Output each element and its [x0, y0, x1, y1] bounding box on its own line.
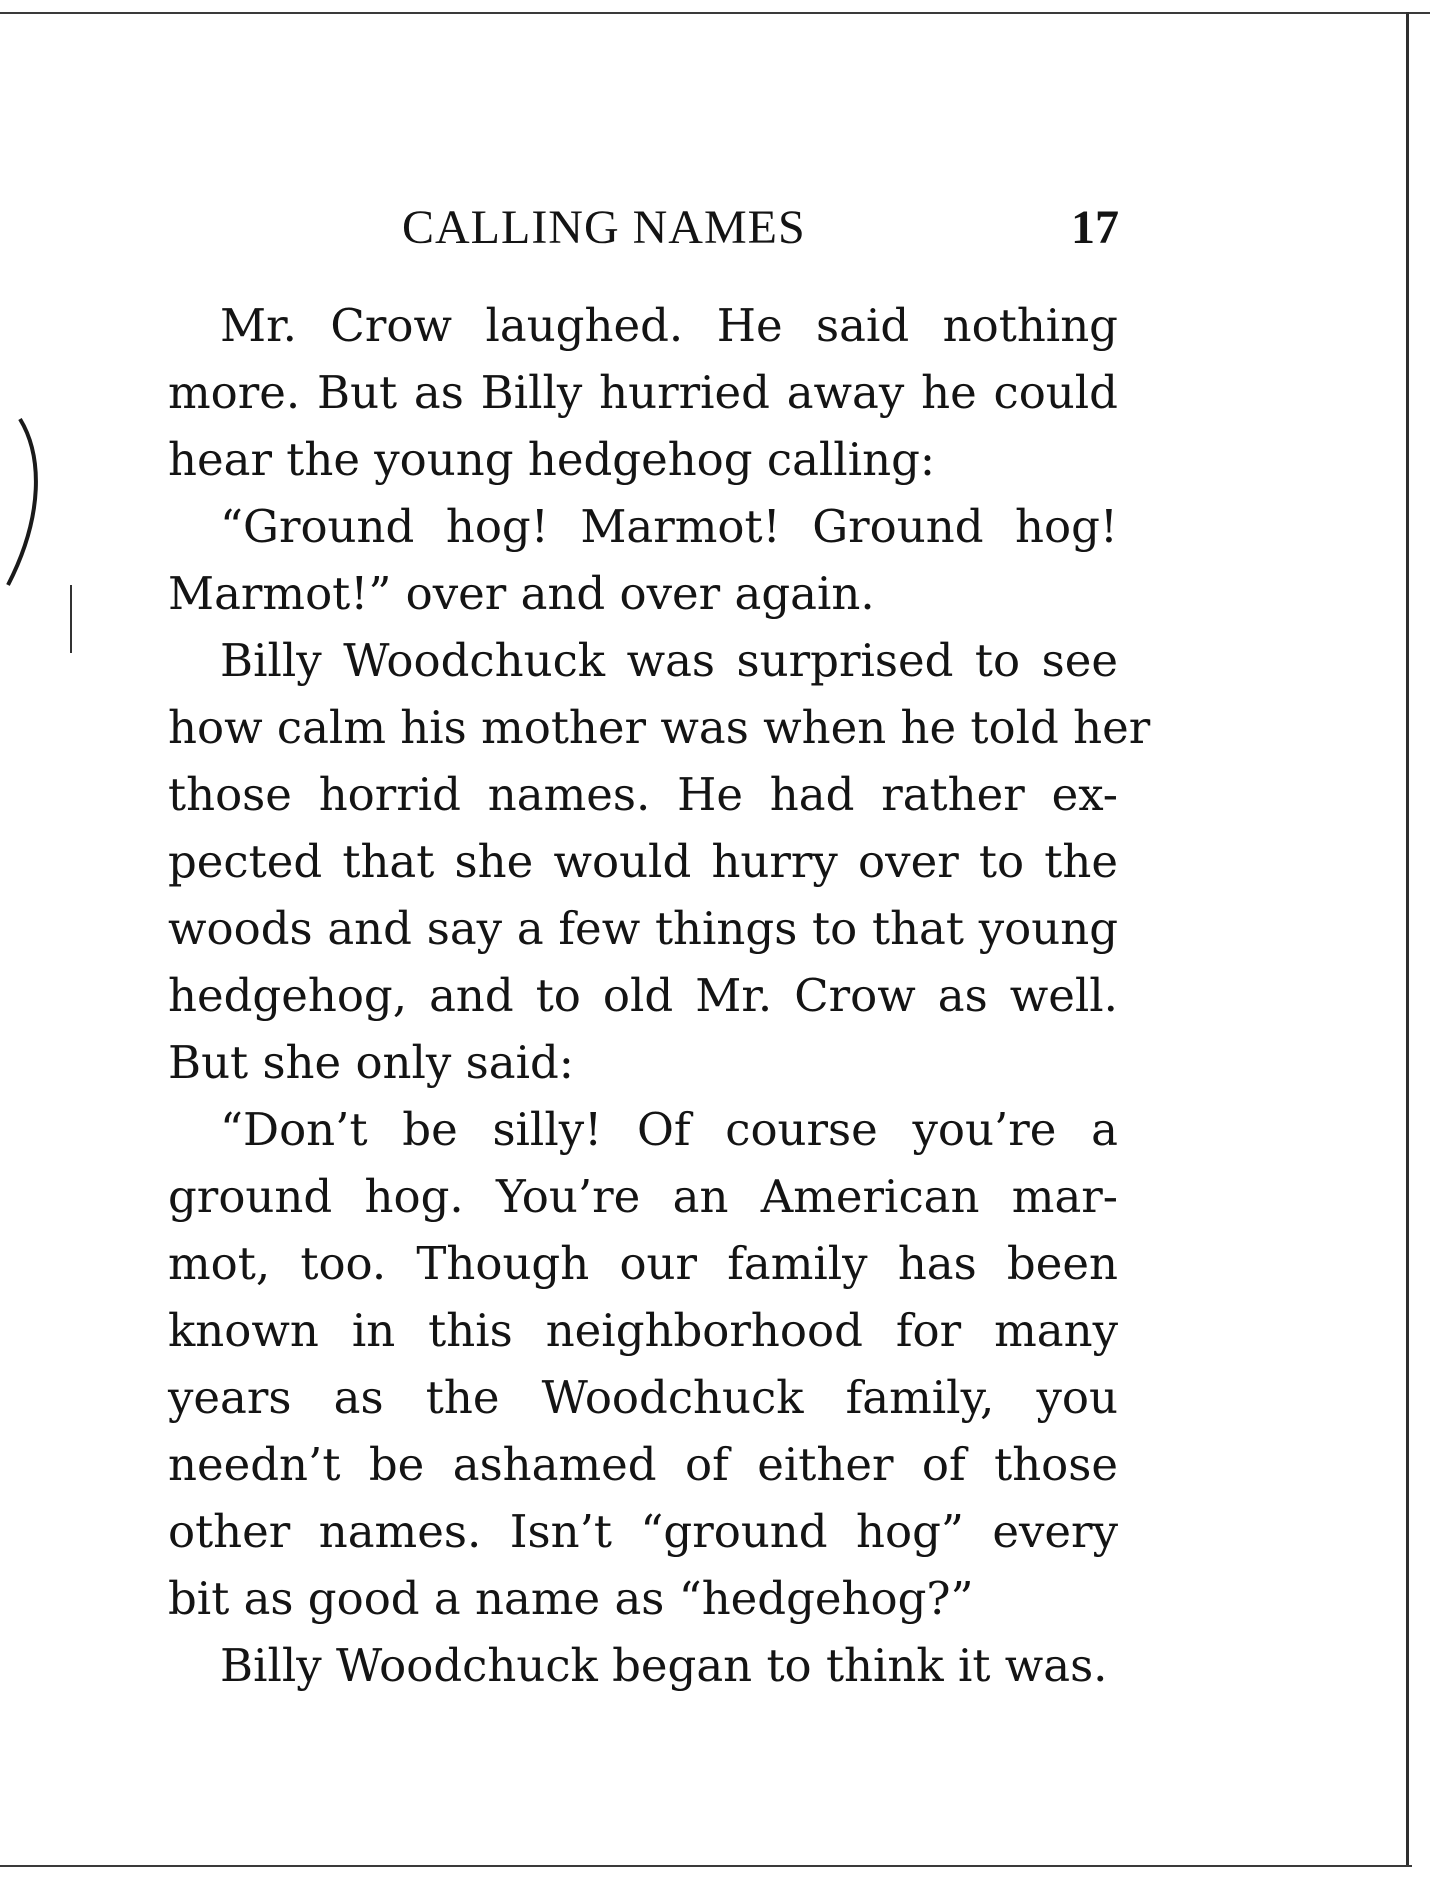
- body-text: [168, 292, 1151, 1699]
- text-line: woods and say a few things to that young: [168, 902, 1118, 955]
- margin-bracket-mark: [0, 415, 50, 590]
- text-line: bit as good a name as “hedgehog?”: [168, 1572, 974, 1625]
- text-line: “Ground hog! Marmot! Ground hog!: [220, 500, 1118, 553]
- text-line: ground hog. You’re an American mar-: [168, 1170, 1118, 1223]
- page-number: 17: [1071, 201, 1119, 254]
- text-line: hedgehog, and to old Mr. Crow as well.: [168, 969, 1118, 1022]
- text-line: pected that she would hurry over to the: [168, 835, 1118, 888]
- text-line: Marmot!” over and over again.: [168, 567, 875, 620]
- page-border-bottom: [0, 1865, 1412, 1867]
- margin-scan-mark: [70, 585, 72, 653]
- text-line: needn’t be ashamed of either of those: [168, 1438, 1118, 1491]
- text-line: years as the Woodchuck family, you: [168, 1371, 1118, 1424]
- text-line: Billy Woodchuck began to think it was.: [220, 1639, 1108, 1692]
- text-line: mot, too. Though our family has been: [168, 1237, 1118, 1290]
- text-line: known in this neighborhood for many: [168, 1304, 1118, 1357]
- running-head: CALLING NAMES: [402, 201, 806, 254]
- text-line: hear the young hedgehog calling:: [168, 433, 936, 486]
- text-line: those horrid names. He had rather ex-: [168, 768, 1118, 821]
- text-line: Mr. Crow laughed. He said nothing: [220, 299, 1118, 352]
- text-line: how calm his mother was when he told her: [168, 701, 1151, 754]
- page-border-top: [0, 12, 1430, 14]
- page-header: [168, 198, 1123, 258]
- text-line: other names. Isn’t “ground hog” every: [168, 1505, 1118, 1558]
- page-border-right: [1406, 12, 1409, 1867]
- text-line: more. But as Billy hurried away he could: [168, 366, 1118, 419]
- text-line: But she only said:: [168, 1036, 574, 1089]
- text-line: “Don’t be silly! Of course you’re a: [220, 1103, 1118, 1156]
- text-line: Billy Woodchuck was surprised to see: [220, 634, 1118, 687]
